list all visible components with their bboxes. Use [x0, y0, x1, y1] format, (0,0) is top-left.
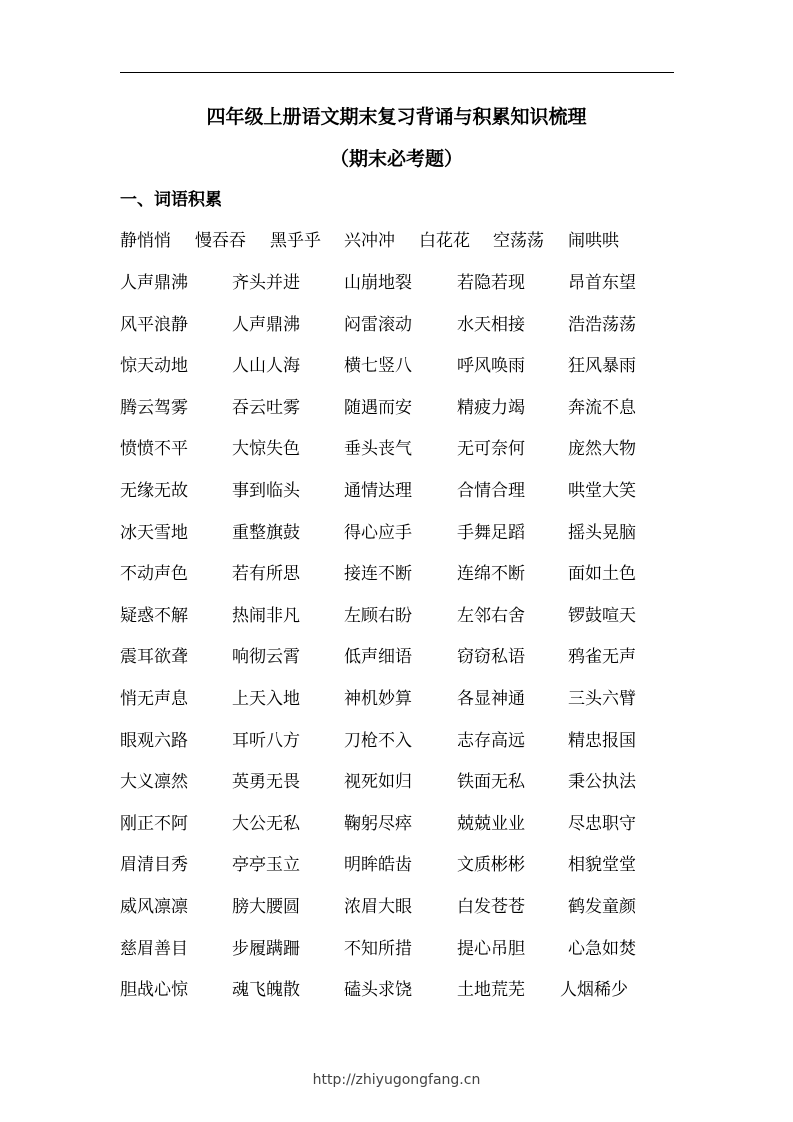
idiom-item: 人声鼎沸 — [232, 314, 300, 335]
idiom-item: 水天相接 — [457, 314, 525, 335]
idiom-item: 悄无声息 — [120, 688, 188, 709]
idiom-item: 慈眉善目 — [120, 938, 188, 959]
idiom-item: 左顾右盼 — [344, 605, 412, 626]
idiom-row — [120, 769, 680, 811]
idiom-row — [120, 852, 680, 894]
idiom-item: 魂飞魄散 — [232, 980, 300, 1001]
word-item: 白花花 — [419, 231, 470, 251]
idiom-row — [120, 603, 680, 645]
idiom-item: 胆战心惊 — [120, 980, 188, 1001]
idiom-item: 耳听八方 — [232, 730, 300, 751]
idiom-row — [120, 644, 680, 686]
idiom-item: 惊天动地 — [120, 356, 188, 377]
idiom-item: 手舞足蹈 — [457, 522, 525, 543]
idiom-item: 垂头丧气 — [344, 439, 412, 460]
idiom-item: 文质彬彬 — [457, 855, 525, 876]
idiom-item: 得心应手 — [344, 522, 412, 543]
idiom-item: 事到临头 — [232, 480, 300, 501]
idiom-item: 冰天雪地 — [120, 522, 188, 543]
idiom-item: 土地荒芜 — [457, 980, 525, 1001]
idiom-item: 窃窃私语 — [457, 647, 525, 668]
idiom-item: 人烟稀少 — [560, 980, 628, 1001]
idiom-item: 视死如归 — [344, 772, 412, 793]
idiom-row — [120, 353, 680, 395]
idiom-item: 无可奈何 — [457, 439, 525, 460]
idiom-item: 呼风唤雨 — [457, 356, 525, 377]
idiom-item: 腾云驾雾 — [120, 397, 188, 418]
idiom-item: 刀枪不入 — [344, 730, 412, 751]
word-item: 兴冲冲 — [344, 231, 395, 251]
idiom-item: 鞠躬尽瘁 — [344, 813, 412, 834]
idiom-item: 庞然大物 — [568, 439, 636, 460]
idiom-item: 磕头求饶 — [344, 980, 412, 1001]
idiom-item: 人山人海 — [232, 356, 300, 377]
idiom-item: 尽忠职守 — [568, 813, 636, 834]
idiom-grid — [120, 270, 680, 1019]
idiom-item: 相貌堂堂 — [568, 855, 636, 876]
idiom-item: 左邻右舍 — [457, 605, 525, 626]
idiom-item: 震耳欲聋 — [120, 647, 188, 668]
idiom-row — [120, 395, 680, 437]
word-item: 闹哄哄 — [568, 231, 619, 251]
word-item: 静悄悄 — [120, 231, 171, 251]
idiom-item: 闷雷滚动 — [344, 314, 412, 335]
idiom-item: 通情达理 — [344, 480, 412, 501]
idiom-row — [120, 478, 680, 520]
footer-url[interactable]: http://zhiyugongfang.cn — [312, 1072, 481, 1088]
idiom-item: 明眸皓齿 — [344, 855, 412, 876]
idiom-row — [120, 728, 680, 770]
idiom-row — [120, 436, 680, 478]
idiom-item: 上天入地 — [232, 688, 300, 709]
idiom-item: 哄堂大笑 — [568, 480, 636, 501]
idiom-item: 不动声色 — [120, 564, 188, 585]
idiom-item: 连绵不断 — [457, 564, 525, 585]
idiom-item: 低声细语 — [344, 647, 412, 668]
idiom-row — [120, 686, 680, 728]
idiom-item: 吞云吐雾 — [232, 397, 300, 418]
idiom-item: 鸦雀无声 — [568, 647, 636, 668]
document-title: 四年级上册语文期末复习背诵与积累知识梳理 — [206, 106, 587, 128]
idiom-row — [120, 811, 680, 853]
idiom-item: 亭亭玉立 — [232, 855, 300, 876]
idiom-item: 浓眉大眼 — [344, 896, 412, 917]
section-heading: 一、词语积累 — [120, 190, 222, 210]
header-rule — [120, 72, 674, 73]
idiom-item: 鹤发童颜 — [568, 896, 636, 917]
idiom-item: 英勇无畏 — [232, 772, 300, 793]
idiom-item: 神机妙算 — [344, 688, 412, 709]
idiom-row — [120, 270, 680, 312]
idiom-item: 精疲力竭 — [457, 397, 525, 418]
idiom-item: 山崩地裂 — [344, 273, 412, 293]
idiom-item: 接连不断 — [344, 564, 412, 585]
idiom-item: 愤愤不平 — [120, 439, 188, 460]
idiom-row — [120, 977, 680, 1019]
idiom-item: 兢兢业业 — [457, 813, 525, 834]
idiom-item: 不知所措 — [344, 938, 412, 959]
idiom-row — [120, 936, 680, 978]
idiom-row — [120, 520, 680, 562]
idiom-item: 刚正不阿 — [120, 813, 188, 834]
idiom-item: 膀大腰圆 — [232, 896, 300, 917]
idiom-item: 随遇而安 — [344, 397, 412, 418]
idiom-item: 合情合理 — [457, 480, 525, 501]
idiom-item: 白发苍苍 — [457, 896, 525, 917]
idiom-item: 昂首东望 — [568, 273, 636, 293]
idiom-item: 步履蹒跚 — [232, 938, 300, 959]
idiom-item: 大惊失色 — [232, 439, 300, 460]
idiom-item: 心急如焚 — [568, 938, 636, 959]
idiom-item: 各显神通 — [457, 688, 525, 709]
idiom-item: 精忠报国 — [568, 730, 636, 751]
idiom-item: 大义凛然 — [120, 772, 188, 793]
idiom-item: 热闹非凡 — [232, 605, 300, 626]
document-subtitle: （期末必考题） — [329, 148, 463, 170]
idiom-item: 若隐若现 — [457, 273, 525, 293]
idiom-row — [120, 894, 680, 936]
idiom-item: 大公无私 — [232, 813, 300, 834]
idiom-item: 疑惑不解 — [120, 605, 188, 626]
idiom-item: 响彻云霄 — [232, 647, 300, 668]
idiom-item: 重整旗鼓 — [232, 522, 300, 543]
idiom-item: 狂风暴雨 — [568, 356, 636, 377]
idiom-item: 横七竖八 — [344, 356, 412, 377]
idiom-item: 若有所思 — [232, 564, 300, 585]
idiom-item: 眉清目秀 — [120, 855, 188, 876]
idiom-item: 人声鼎沸 — [120, 273, 188, 293]
idiom-item: 志存高远 — [457, 730, 525, 751]
idiom-item: 三头六臂 — [568, 688, 636, 709]
idiom-item: 浩浩荡荡 — [568, 314, 636, 335]
word-item: 空荡荡 — [493, 231, 544, 251]
idiom-item: 摇头晃脑 — [568, 522, 636, 543]
idiom-item: 威风凛凛 — [120, 896, 188, 917]
idiom-item: 铁面无私 — [457, 772, 525, 793]
idiom-item: 提心吊胆 — [457, 938, 525, 959]
idiom-row — [120, 561, 680, 603]
idiom-item: 齐头并进 — [232, 273, 300, 293]
idiom-item: 秉公执法 — [568, 772, 636, 793]
idiom-item: 眼观六路 — [120, 730, 188, 751]
idiom-item: 风平浪静 — [120, 314, 188, 335]
word-item: 慢吞吞 — [195, 231, 246, 251]
idiom-item: 无缘无故 — [120, 480, 188, 501]
idiom-row — [120, 312, 680, 354]
idiom-item: 奔流不息 — [568, 397, 636, 418]
idiom-item: 锣鼓喧天 — [568, 605, 636, 626]
word-item: 黑乎乎 — [270, 231, 321, 251]
idiom-item: 面如土色 — [568, 564, 636, 585]
